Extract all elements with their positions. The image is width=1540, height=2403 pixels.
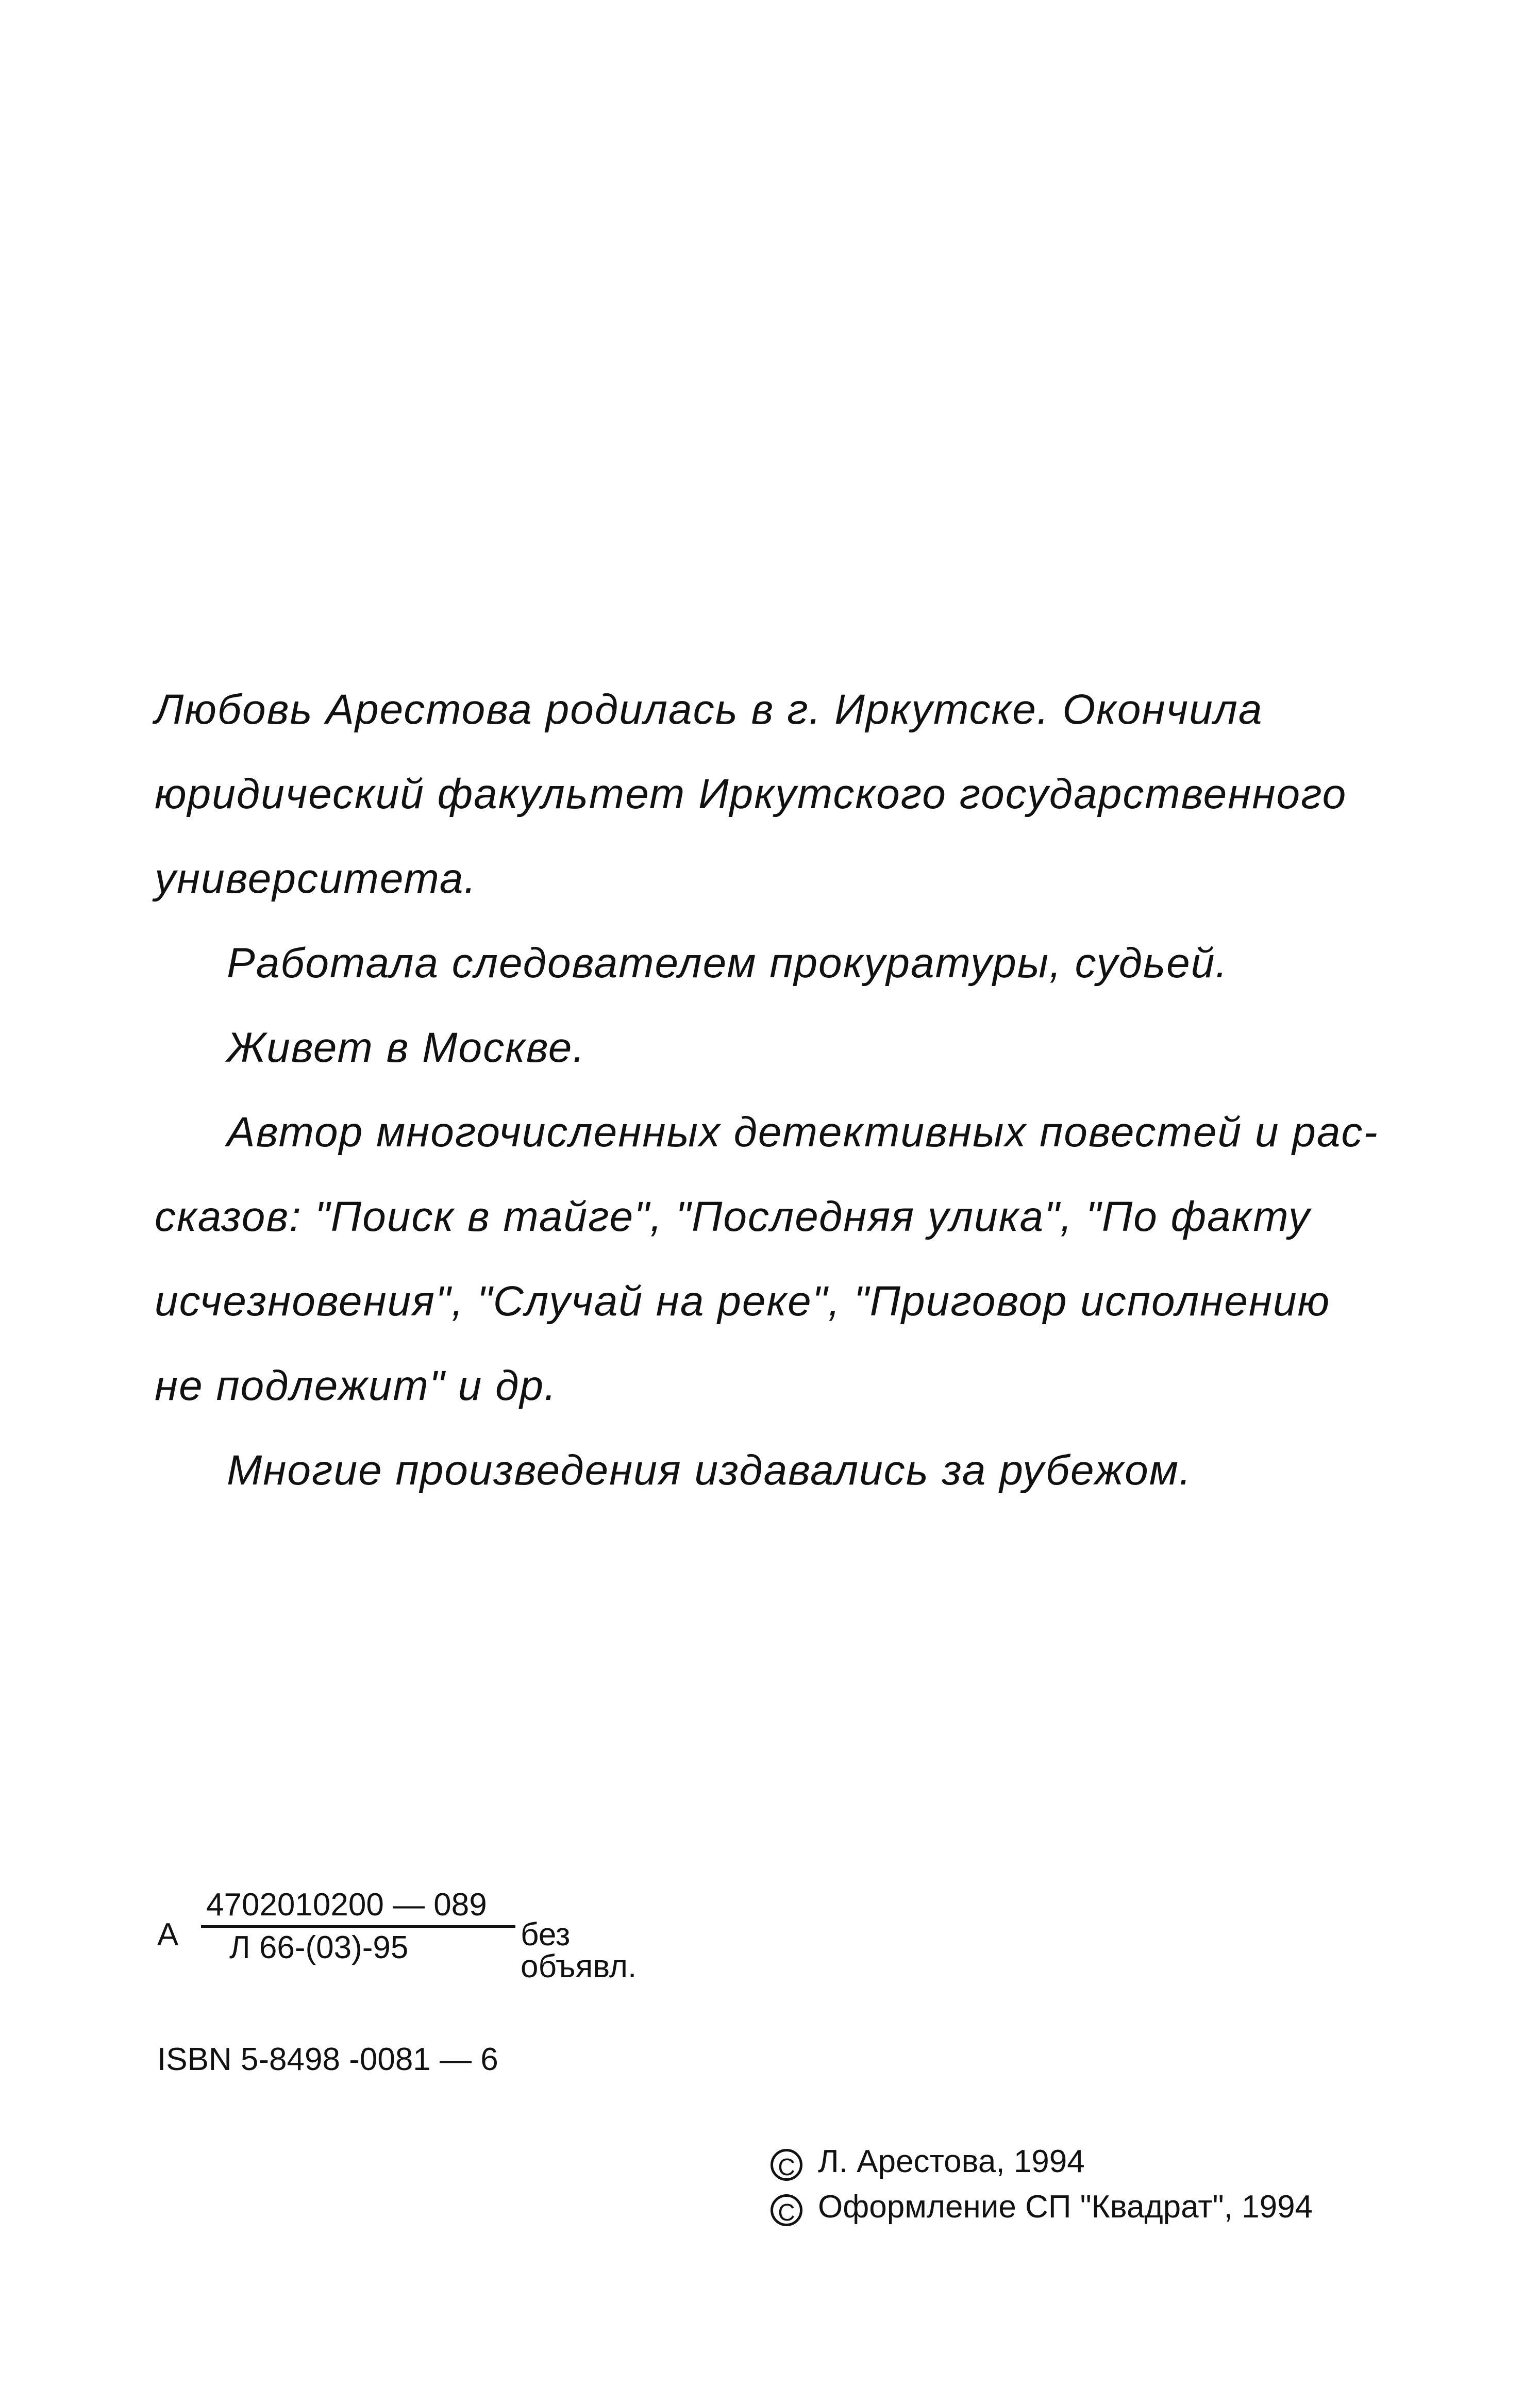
copyright-line	[771, 2184, 1313, 2230]
bio-line: сказов: "Поиск в тайге", "Последняя улика", "По факту	[155, 1193, 1311, 1240]
copyright-icon: C	[771, 2149, 802, 2181]
bio-line: Работала следователем прокуратуры, судьей.	[227, 940, 1229, 987]
classification-letter: А	[157, 1917, 179, 1953]
copyright-block	[771, 2139, 1313, 2230]
author-bio	[155, 668, 1453, 1513]
copyright-line	[771, 2139, 1313, 2184]
bio-line: юридический факультет Иркутского государственного	[155, 771, 1347, 817]
isbn-number: ISBN 5-8498 -0081 — 6	[157, 2042, 498, 2077]
bio-line: Любовь Арестова родилась в г. Иркутске. Окончила	[155, 686, 1263, 733]
bio-line: Автор многочисленных детективных повестей и рас-	[227, 1109, 1379, 1156]
bio-line: исчезновения", "Случай на реке", "Приговор исполнению	[155, 1278, 1331, 1325]
classification-denominator: Л 66-(03)-95	[229, 1930, 409, 1965]
copyright-text: Л. Арестова, 1994	[818, 2144, 1085, 2179]
copyright-icon: C	[771, 2194, 802, 2226]
copyright-text: Оформление СП "Квадрат", 1994	[818, 2189, 1313, 2225]
bio-line: не подлежит" и др.	[155, 1362, 557, 1409]
classification-numerator: 4702010200 — 089	[201, 1889, 515, 1928]
bio-line: Живет в Москве.	[227, 1024, 586, 1071]
bio-line: Многие произведения издавались за рубежом.	[227, 1447, 1192, 1494]
bio-line: университета.	[155, 855, 477, 902]
classification-note: без объявл.	[521, 1917, 637, 1984]
